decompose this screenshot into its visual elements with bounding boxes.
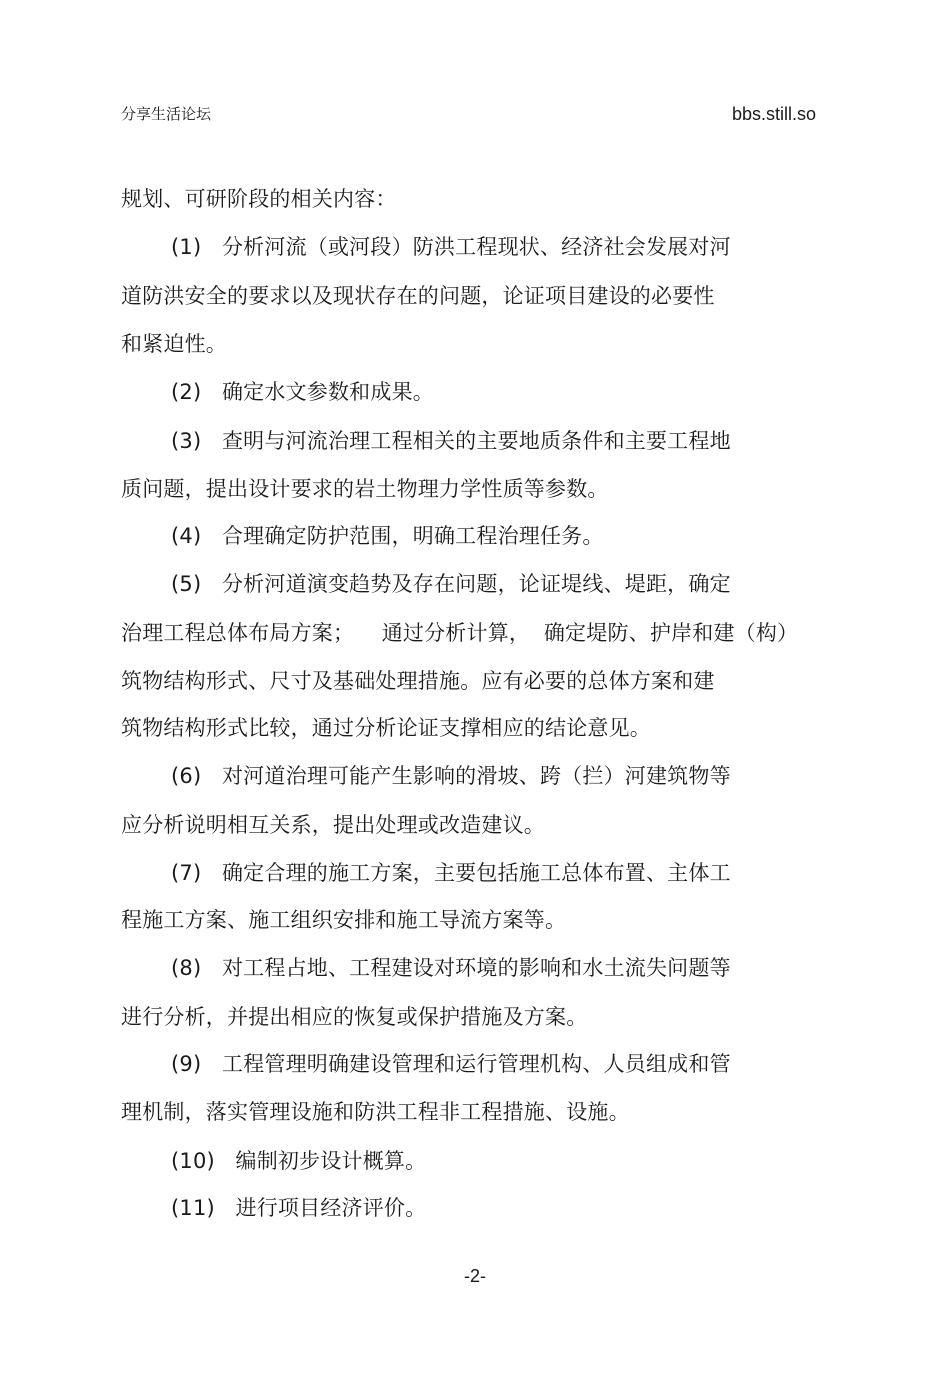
list-item-6-line: (6) 对河道治理可能产生影响的滑坡、跨（拦）河建筑物等 xyxy=(171,764,731,788)
list-item-10-line: (10) 编制初步设计概算。 xyxy=(171,1149,427,1173)
list-item-3-line: (3) 查明与河流治理工程相关的主要地质条件和主要工程地 xyxy=(171,429,731,453)
body-line: 进行分析，并提出相应的恢复或保护措施及方案。 xyxy=(121,1005,588,1029)
body-line: 程施工方案、施工组织安排和施工导流方案等。 xyxy=(121,908,567,932)
body-line: 应分析说明相互关系，提出处理或改造建议。 xyxy=(121,813,545,837)
list-item-8-line: (8) 对工程占地、工程建设对环境的影响和水土流失问题等 xyxy=(171,956,731,980)
list-item-7-line: (7) 确定合理的施工方案，主要包括施工总体布置、主体工 xyxy=(171,861,731,885)
list-item-11-line: (11) 进行项目经济评价。 xyxy=(171,1196,427,1220)
body-line: 理机制，落实管理设施和防洪工程非工程措施、设施。 xyxy=(121,1100,630,1124)
list-item-2-line: (2) 确定水文参数和成果。 xyxy=(171,380,434,404)
list-item-9-line: (9) 工程管理明确建设管理和运行管理机构、人员组成和管 xyxy=(171,1052,731,1076)
list-item-4-line: (4) 合理确定防护范围，明确工程治理任务。 xyxy=(171,524,604,548)
header-forum-name: 分享生活论坛 xyxy=(121,105,212,123)
body-line: 规划、可研阶段的相关内容： xyxy=(121,187,397,211)
list-item-5-line: (5) 分析河道演变趋势及存在问题，论证堤线、堤距，确定 xyxy=(171,572,731,596)
body-line: 治理工程总体布局方案； 通过分析计算， 确定堤防、护岸和建（构） xyxy=(121,621,799,645)
header-site-url: bbs.still.so xyxy=(731,104,816,124)
page-number: -2- xyxy=(464,1266,486,1286)
body-line: 和紧迫性。 xyxy=(121,332,227,356)
body-line: 筑物结构形式比较，通过分析论证支撑相应的结论意见。 xyxy=(121,716,651,740)
body-line: 质问题，提出设计要求的岩土物理力学性质等参数。 xyxy=(121,477,609,501)
body-line: 筑物结构形式、尺寸及基础处理措施。应有必要的总体方案和建 xyxy=(121,669,715,693)
body-line: 道防洪安全的要求以及现状存在的问题，论证项目建设的必要性 xyxy=(121,284,715,308)
list-item-1-line: (1) 分析河流（或河段）防洪工程现状、经济社会发展对河 xyxy=(171,235,731,259)
